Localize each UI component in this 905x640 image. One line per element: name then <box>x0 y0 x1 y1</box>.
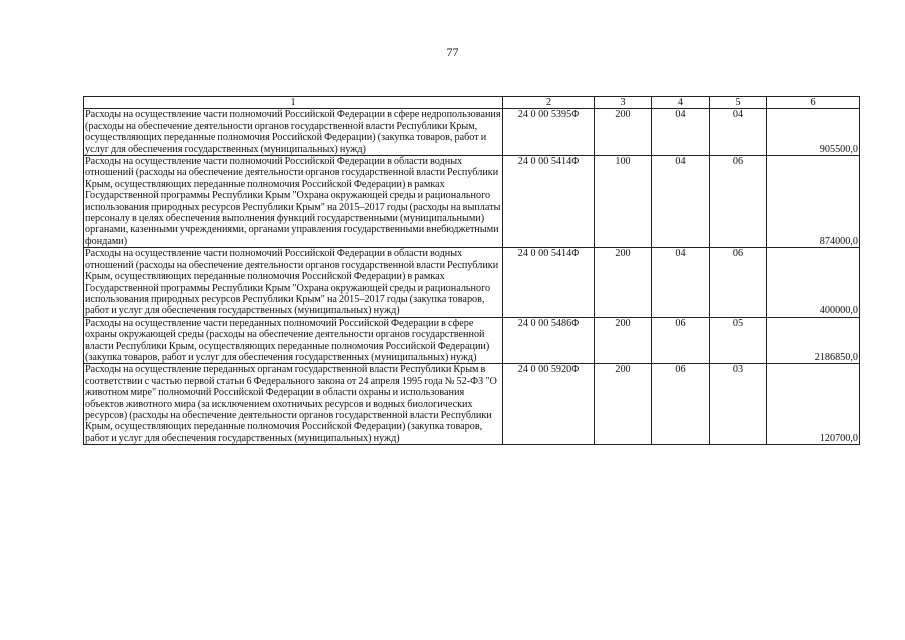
amount: 400000,0 <box>767 248 860 317</box>
expense-type-code: 200 <box>595 109 652 156</box>
table-row <box>84 248 860 317</box>
expense-description: Расходы на осуществление части полномочий Российской Федерации в области водных отношений (расходы на обеспечение деятельности органов государственной власти Республики Крым, осуществляющих переданные полномочия Российской Федерации) в рамках Государственной программы Республики Крым "Охрана окружающей среды и рационального использования природных ресурсов Республики Крым" на 2015–2017 годы (закупка товаров, работ и услуг для обеспечения государственных (муниципальных) нужд) <box>84 248 503 317</box>
header-row <box>84 97 860 109</box>
subsection-code: 04 <box>710 109 767 156</box>
amount: 120700,0 <box>767 364 860 445</box>
program-code: 24 0 00 5486Ф <box>503 317 595 364</box>
subsection-code: 05 <box>710 317 767 364</box>
program-code: 24 0 00 5414Ф <box>503 248 595 317</box>
expense-description: Расходы на осуществление части полномочий Российской Федерации в области водных отношений (расходы на обеспечение деятельности органов государственной власти Республики Крым, осуществляющих переданные полномочия Российской Федерации) в рамках Государственной программы Республики Крым "Охрана окружающей среды и рационального использования природных ресурсов Республики Крым" на 2015–2017 годы (расходы на выплаты персоналу в целях обеспечения выполнения функций государственными (муниципальными) органами, казенными учреждениями, органами управления государственными внебюджетными фондами) <box>84 156 503 248</box>
amount: 874000,0 <box>767 156 860 248</box>
table-row <box>84 156 860 248</box>
subsection-code: 06 <box>710 156 767 248</box>
expense-type-code: 100 <box>595 156 652 248</box>
expense-type-code: 200 <box>595 364 652 445</box>
section-code: 06 <box>652 364 710 445</box>
program-code: 24 0 00 5395Ф <box>503 109 595 156</box>
program-code: 24 0 00 5414Ф <box>503 156 595 248</box>
section-code: 06 <box>652 317 710 364</box>
section-code: 04 <box>652 156 710 248</box>
expense-type-code: 200 <box>595 317 652 364</box>
subsection-code: 03 <box>710 364 767 445</box>
program-code: 24 0 00 5920Ф <box>503 364 595 445</box>
expense-description: Расходы на осуществление переданных органам государственной власти Республики Крым в соответствии с частью первой статьи 6 Федерального закона от 24 апреля 1995 года № 52-ФЗ "О животном мире" полномочий Российской Федерации в области охраны и использования объектов животного мира (за исключением охотничьих ресурсов и водных биологических ресурсов) (расходы на обеспечение деятельности органов государственной власти Республики Крым, осуществляющих переданные полномочия Российской Федерации) (закупка товаров, работ и услуг для обеспечения государственных (муниципальных) нужд) <box>84 364 503 445</box>
amount: 905500,0 <box>767 109 860 156</box>
table-row <box>84 317 860 364</box>
expense-description: Расходы на осуществление части переданных полномочий Российской Федерации в сфере охраны окружающей среды (расходы на обеспечение деятельности органов государственной власти Республики Крым, осуществляющих переданные полномочия Российской Федерации) (закупка товаров, работ и услуг для обеспечения государственных (муниципальных) нужд) <box>84 317 503 364</box>
column-header-6: 6 <box>767 97 860 109</box>
expense-type-code: 200 <box>595 248 652 317</box>
column-header-3: 3 <box>595 97 652 109</box>
column-header-2: 2 <box>503 97 595 109</box>
section-code: 04 <box>652 248 710 317</box>
subsection-code: 06 <box>710 248 767 317</box>
table-row <box>84 109 860 156</box>
column-header-1: 1 <box>84 97 503 109</box>
amount: 2186850,0 <box>767 317 860 364</box>
page-number: 77 <box>446 45 459 59</box>
budget-table <box>83 96 860 445</box>
column-header-4: 4 <box>652 97 710 109</box>
section-code: 04 <box>652 109 710 156</box>
expense-description: Расходы на осуществление части полномочий Российской Федерации в сфере недропользования (расходы на обеспечение деятельности органов государственной власти Республики Крым, осуществляющих переданные полномочия Российской Федерации) (закупка товаров, работ и услуг для обеспечения государственных (муниципальных) нужд) <box>85 109 501 155</box>
column-header-5: 5 <box>710 97 767 109</box>
table-row <box>84 364 860 445</box>
